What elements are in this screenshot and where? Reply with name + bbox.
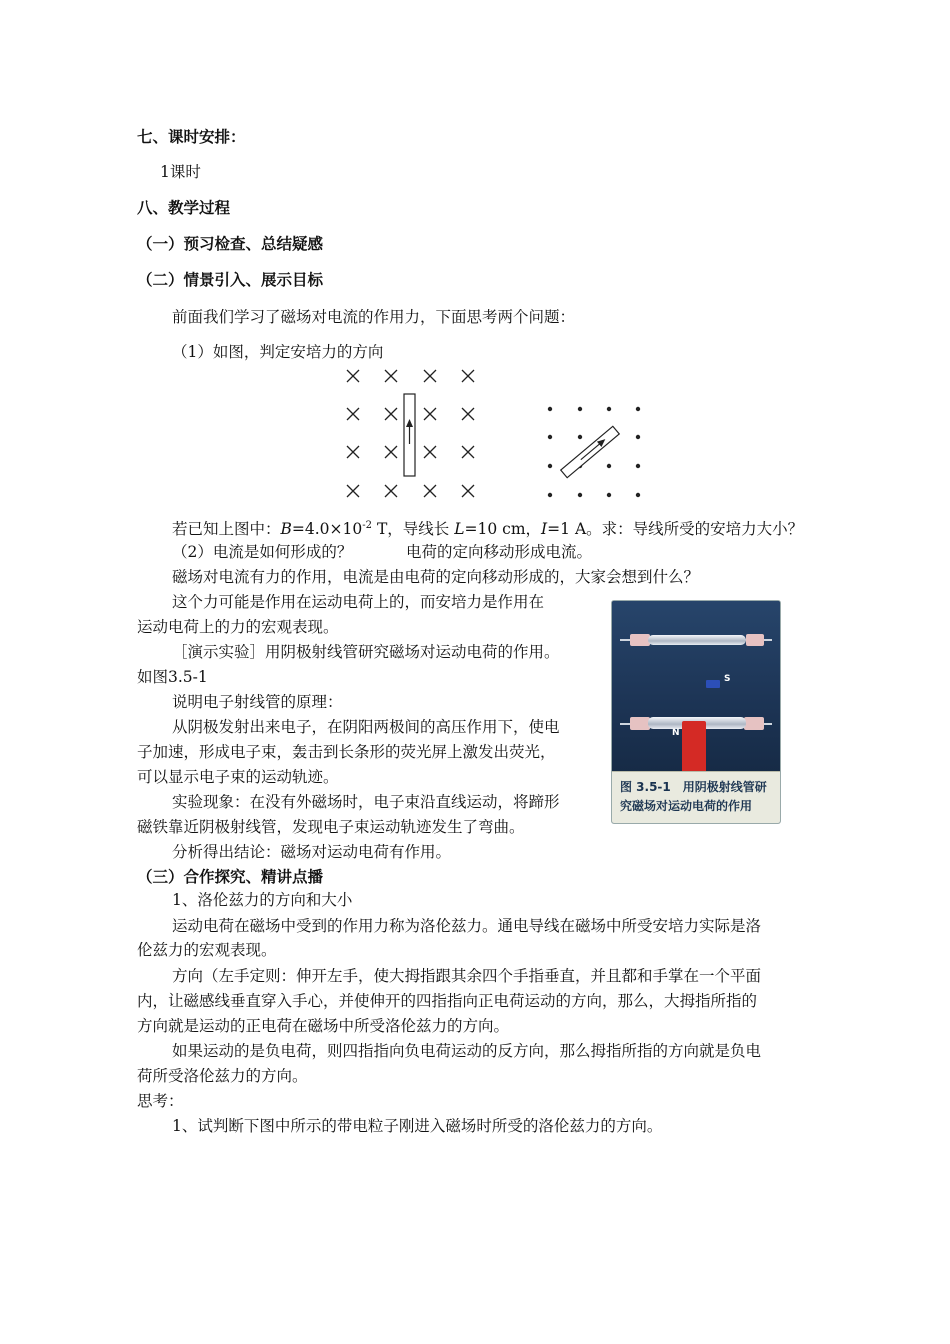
hypothesis-line-2: 运动电荷上的力的宏观表现。 [137,618,339,636]
emit-line-3: 可以显示电子束的运动轨迹。 [137,768,339,786]
question-2-answer: 电荷的定向移动形成电流。 [406,543,593,561]
definition-line-2: 伦兹力的宏观表现。 [137,941,277,959]
conclusion-line: 分析得出结论：磁场对运动电荷有作用。 [172,843,452,861]
question-2: （2）电流是如何形成的？ [172,543,353,561]
photo-scene [612,601,780,776]
magnet-n-pole [682,721,706,776]
given-values-line: 若已知上图中：$B=4.0\times 10^{-2}$ T，导线长 L=10 cm，I=1 A。求：导线所受的安培力大小？ [172,520,804,539]
subsection-1-title: （一）预习检查、总结疑感 [137,235,324,253]
direction-line-1: 方向（左手定则：伸开左手，使大拇指跟其余四个手指垂直，并且都和手掌在一个平面 [172,967,762,985]
item-1-title: 1、洛伦兹力的方向和大小 [172,891,353,909]
definition-line-1: 运动电荷在磁场中受到的作用力称为洛伦兹力。通电导线在磁场中所受安培力实际是洛 [172,917,762,935]
demo-line-1: ［演示实验］用阴极射线管研究磁场对运动电荷的作用。 [172,643,560,661]
intro-paragraph: 前面我们学习了磁场对电流的作用力，下面思考两个问题： [172,308,576,326]
field-into-page-diagram [338,364,488,504]
section-7-title: 七、课时安排： [137,128,246,146]
question-1: （1）如图，判定安培力的方向 [172,343,384,361]
hypothesis-line-1: 这个力可能是作用在运动电荷上的，而安培力是作用在 [172,593,545,611]
negative-charge-line-1: 如果运动的是负电荷，则四指指向负电荷运动的反方向，那么拇指所指的方向就是负电 [172,1042,762,1060]
direction-line-3: 方向就是运动的正电荷在磁场中所受洛伦兹力的方向。 [137,1017,510,1035]
negative-charge-line-2: 荷所受洛伦兹力的方向。 [137,1067,308,1085]
subsection-3-title: （三）合作探究、精讲点播 [137,868,324,886]
tilted-wire [561,426,620,477]
subsection-2-title: （二）情景引入、展示目标 [137,271,324,289]
magnet-n-label: N [672,728,680,738]
figure-caption: 图 3.5-1 用阴极射线管研究磁场对运动电荷的作用 [620,780,767,813]
cathode-ray-tube-photo [611,600,781,824]
observation-line-1: 实验现象：在没有外磁场时，电子束沿直线运动，将蹄形 [172,793,560,811]
direction-line-2: 内，让磁感线垂直穿入手心，并使伸开的四指指向正电荷运动的方向，那么，大拇指所指的 [137,992,758,1010]
emit-line-1: 从阴极发射出来电子，在阴阳两极间的高压作用下，使电 [172,718,560,736]
force-paragraph: 磁场对电流有力的作用，电流是由电荷的定向移动形成的，大家会想到什么？ [172,568,700,586]
field-out-of-page-diagram [540,400,650,500]
magnet-s-label: S [724,674,731,684]
demo-line-2: 如图3.5-1 [137,668,208,686]
principle-title: 说明电子射线管的原理： [172,693,343,711]
section-8-title: 八、教学过程 [137,199,231,217]
emit-line-2: 子加速，形成电子束，轰击到长条形的荧光屏上激发出荧光， [137,743,556,761]
section-7-body: 1课时 [160,163,201,181]
think-label: 思考： [137,1092,184,1110]
think-question-1: 1、试判断下图中所示的带电粒子刚进入磁场时所受的洛伦兹力的方向。 [172,1117,663,1135]
observation-line-2: 磁铁靠近阴极射线管，发现电子束运动轨迹发生了弯曲。 [137,818,525,836]
